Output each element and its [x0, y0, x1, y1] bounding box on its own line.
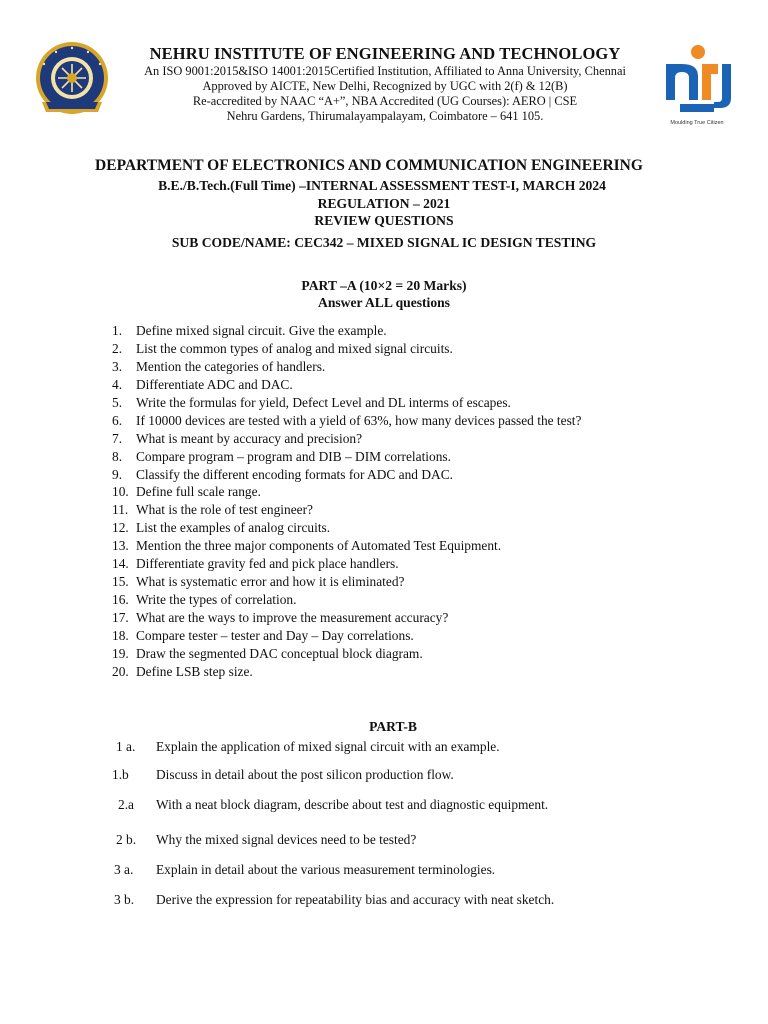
- naac-line: Re-accredited by NAAC “A+”, NBA Accredited (UG Courses): AERO | CSE: [192, 94, 578, 108]
- part-a-heading: [0, 277, 768, 311]
- nehru-group-logo: [658, 44, 738, 134]
- list-item: 12. List the examples of analog circuits.: [112, 520, 331, 536]
- regulation-line: REGULATION – 2021: [317, 195, 451, 211]
- part-a-instruction: Answer ALL questions: [318, 295, 450, 310]
- part-a-question-list: [112, 322, 732, 681]
- review-heading: REVIEW QUESTIONS: [314, 213, 454, 228]
- list-item: 13. Mention the three major components of Automated Test Equipment.: [112, 538, 502, 554]
- list-item: 18. Compare tester – tester and Day – Day correlations.: [112, 627, 414, 643]
- list-item: 1. Define mixed signal circuit. Give the example.: [112, 323, 387, 338]
- department-block: [0, 156, 738, 176]
- list-item: 10. Define full scale range.: [112, 484, 261, 500]
- list-item: 17. What are the ways to improve the measurement accuracy?: [112, 610, 449, 625]
- list-item: 16. Write the types of correlation.: [112, 592, 297, 608]
- institution-name: NEHRU INSTITUTE OF ENGINEERING AND TECHNOLOGY: [149, 44, 621, 63]
- list-item: 9. Classify the different encoding formats for ADC and DAC.: [112, 466, 453, 482]
- list-item: 4. Differentiate ADC and DAC.: [112, 376, 293, 392]
- exam-info-block: [0, 177, 768, 251]
- approval-line: Approved by AICTE, New Delhi, Recognized by UGC with 2(f) & 12(B): [202, 79, 568, 93]
- address-line: Nehru Gardens, Thirumalayampalayam, Coimbatore – 641 105.: [226, 109, 544, 123]
- list-item: 15. What is systematic error and how it is eliminated?: [112, 574, 405, 590]
- institution-block: [120, 44, 650, 124]
- exam-title: B.E./B.Tech.(Full Time) –INTERNAL ASSESSMENT TEST-I, MARCH 2024: [158, 178, 606, 193]
- subject-line: SUB CODE/NAME: CEC342 – MIXED SIGNAL IC DESIGN TESTING: [171, 234, 597, 250]
- department-title: DEPARTMENT OF ELECTRONICS AND COMMUNICATION ENGINEERING: [95, 157, 643, 174]
- part-a-title: PART –A (10×2 = 20 Marks): [301, 278, 467, 293]
- list-item: 3. Mention the categories of handlers.: [112, 358, 326, 374]
- list-item: 8. Compare program – program and DIB – DIM correlations.: [112, 448, 451, 464]
- list-item: 14. Differentiate gravity fed and pick place handlers.: [112, 556, 399, 572]
- list-item: 2. List the common types of analog and mixed signal circuits.: [112, 340, 453, 356]
- list-item: 5. Write the formulas for yield, Defect Level and DL interms of escapes.: [112, 394, 511, 410]
- list-item: 19. Draw the segmented DAC conceptual block diagram.: [112, 645, 423, 661]
- document-header: [0, 0, 768, 130]
- part-b-title: PART-B: [369, 719, 417, 734]
- institute-seal-logo: [30, 40, 114, 124]
- list-item: 20. Define LSB step size.: [112, 663, 253, 679]
- accreditation-line: An ISO 9001:2015&ISO 14001:2015Certified Institution, Affiliated to Anna University, Chennai: [144, 64, 626, 78]
- logo-tagline: Moulding True Citizen: [670, 120, 724, 126]
- list-item: 7. What is meant by accuracy and precision?: [112, 430, 363, 446]
- list-item: 11. What is the role of test engineer?: [112, 502, 313, 518]
- list-item: 6. If 10000 devices are tested with a yield of 63%, how many devices passed the test?: [112, 412, 582, 428]
